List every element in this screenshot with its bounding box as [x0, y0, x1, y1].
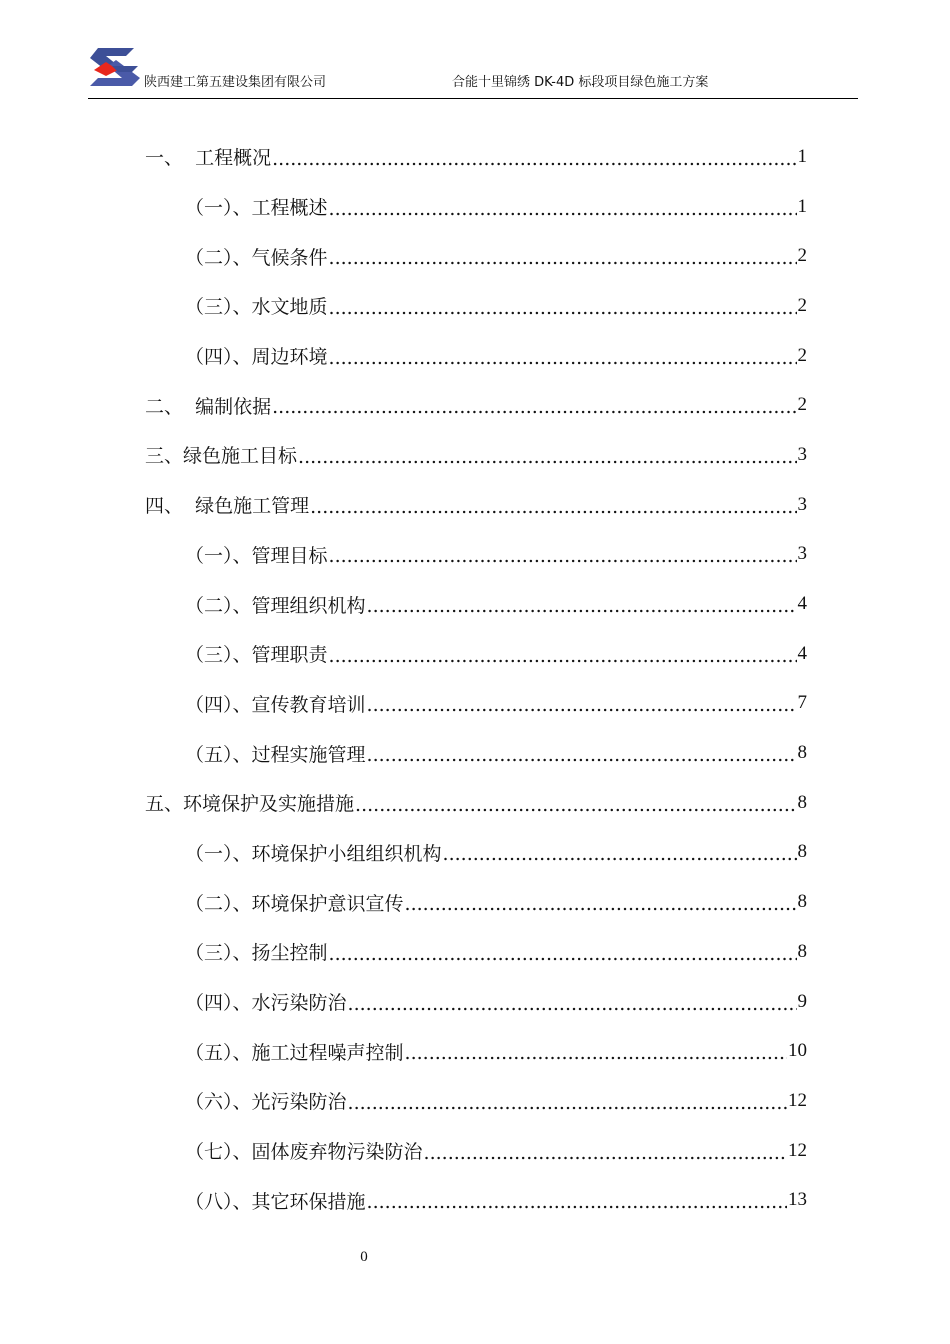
toc-entry-title [185, 243, 328, 270]
toc-dot-leader [405, 1042, 787, 1064]
toc-entry-number: （二）、 [185, 246, 252, 269]
toc-entry-page: 7 [797, 692, 807, 714]
toc-dot-leader [310, 496, 796, 518]
toc-dot-leader [367, 744, 797, 766]
toc-entry-title [185, 938, 328, 965]
toc-entry[interactable] [145, 281, 807, 331]
toc-entry-title [185, 1187, 366, 1214]
toc-entry[interactable] [145, 132, 807, 182]
toc-entry-page: 12 [788, 1139, 807, 1161]
toc-entry-number: （八）、 [185, 1190, 252, 1213]
project-title: 合能十里锦绣 DK-4D 标段项目绿色施工方案 [452, 75, 709, 90]
toc-entry[interactable] [145, 828, 807, 878]
toc-entry-text: 管理组织机构 [251, 594, 366, 617]
toc-entry[interactable] [145, 530, 807, 580]
toc-entry-number: （四）、 [185, 346, 252, 369]
toc-dot-leader [348, 993, 797, 1015]
toc-entry-text: 其它环保措施 [251, 1190, 366, 1213]
toc-entry-title [185, 690, 366, 717]
toc-entry-text: 环境保护小组组织机构 [251, 842, 442, 865]
toc-entry-page: 10 [788, 1040, 807, 1062]
toc-entry-text: 管理目标 [251, 544, 328, 567]
toc-entry[interactable] [145, 430, 807, 480]
toc-entry[interactable] [145, 331, 807, 381]
toc-entry-text: 工程概述 [251, 197, 328, 220]
toc-entry-title [185, 988, 347, 1015]
toc-entry-page: 1 [797, 195, 807, 217]
toc-entry[interactable] [145, 927, 807, 977]
toc-entry-page: 2 [797, 344, 807, 366]
toc-dot-leader [329, 645, 797, 667]
toc-entry-page: 3 [797, 543, 807, 565]
toc-entry-title [185, 591, 366, 618]
toc-entry[interactable] [145, 728, 807, 778]
toc-entry-text: 绿色施工目标 [183, 445, 298, 468]
toc-entry-number: （五）、 [185, 743, 252, 766]
toc-entry-text: 水污染防治 [251, 992, 347, 1015]
toc-entry-text: 光污染防治 [251, 1091, 347, 1114]
page-header [88, 42, 858, 99]
toc-entry-number: （四）、 [185, 693, 252, 716]
toc-entry-title [145, 143, 271, 170]
toc-entry-number: （三）、 [185, 296, 252, 319]
toc-entry[interactable] [145, 182, 807, 232]
toc-entry-page: 8 [797, 940, 807, 962]
toc-dot-leader [348, 1092, 787, 1114]
toc-entry-number: （三）、 [185, 942, 252, 965]
toc-entry[interactable] [145, 1026, 807, 1076]
toc-entry[interactable] [145, 1076, 807, 1126]
toc-entry-title [145, 491, 309, 518]
toc-entry-number: （一）、 [185, 842, 252, 865]
toc-entry-page: 8 [797, 742, 807, 764]
toc-entry-title [185, 740, 366, 767]
toc-entry-text: 气候条件 [251, 246, 328, 269]
toc-entry-text: 水文地质 [251, 296, 328, 319]
toc-entry-text: 管理职责 [251, 644, 328, 667]
toc-entry-number: 三、 [145, 445, 184, 468]
toc-entry-page: 2 [797, 294, 807, 316]
toc-dot-leader [272, 148, 796, 170]
toc-entry[interactable] [145, 480, 807, 530]
toc-entry-page: 1 [797, 145, 807, 167]
toc-entry-text: 环境保护及实施措施 [183, 793, 355, 816]
toc-entry[interactable] [145, 579, 807, 629]
toc-entry-page: 2 [797, 245, 807, 267]
toc-entry-title [185, 1137, 423, 1164]
toc-dot-leader [367, 694, 797, 716]
toc-entry-number: （二）、 [185, 594, 252, 617]
toc-entry-number: 四、 [145, 495, 196, 518]
toc-entry-title [185, 1087, 347, 1114]
toc-dot-leader [367, 595, 797, 617]
toc-dot-leader [405, 893, 797, 915]
toc-entry[interactable] [145, 1175, 807, 1225]
toc-dot-leader [355, 794, 796, 816]
toc-entry-page: 9 [797, 990, 807, 1012]
toc-entry-title [185, 1038, 404, 1065]
toc-entry-title [145, 441, 297, 468]
toc-entry-page: 2 [797, 394, 807, 416]
toc-entry[interactable] [145, 1126, 807, 1176]
toc-entry-title [185, 839, 442, 866]
toc-dot-leader [298, 446, 796, 468]
toc-entry-title [145, 392, 271, 419]
toc-dot-leader [329, 297, 797, 319]
toc-entry-number: （一）、 [185, 544, 252, 567]
toc-entry-number: （七）、 [185, 1141, 252, 1164]
toc-entry[interactable] [145, 977, 807, 1027]
toc-entry[interactable] [145, 679, 807, 729]
toc-entry-page: 8 [797, 841, 807, 863]
toc-entry[interactable] [145, 778, 807, 828]
toc-entry-title [185, 342, 328, 369]
toc-entry-text: 编制依据 [195, 395, 272, 418]
toc-entry-number: （六）、 [185, 1091, 252, 1114]
toc-entry-title [185, 541, 328, 568]
toc-dot-leader [272, 396, 796, 418]
toc-entry-number: （二）、 [185, 892, 252, 915]
toc-entry-page: 8 [797, 891, 807, 913]
toc-entry[interactable] [145, 380, 807, 430]
toc-entry-text: 宣传教育培训 [251, 693, 366, 716]
toc-entry-number: 一、 [145, 147, 196, 170]
table-of-contents [145, 132, 807, 1225]
toc-entry-title [185, 889, 404, 916]
toc-entry-number: （三）、 [185, 644, 252, 667]
toc-dot-leader [329, 347, 797, 369]
toc-entry-number: （一）、 [185, 197, 252, 220]
toc-entry-text: 周边环境 [251, 346, 328, 369]
toc-entry-page: 13 [788, 1189, 807, 1211]
toc-dot-leader [424, 1142, 787, 1164]
toc-entry-page: 3 [797, 493, 807, 515]
page-number: 0 [360, 1249, 368, 1265]
toc-entry-title [185, 193, 328, 220]
toc-entry-title [145, 789, 354, 816]
toc-entry-text: 工程概况 [195, 147, 272, 170]
toc-entry-page: 4 [797, 642, 807, 664]
toc-dot-leader [443, 843, 797, 865]
toc-entry-title [185, 640, 328, 667]
toc-entry-text: 施工过程噪声控制 [251, 1041, 404, 1064]
toc-dot-leader [329, 247, 797, 269]
toc-dot-leader [329, 198, 797, 220]
toc-entry[interactable] [145, 877, 807, 927]
company-logo [88, 42, 142, 92]
toc-entry-page: 12 [788, 1089, 807, 1111]
toc-dot-leader [329, 943, 797, 965]
toc-entry-number: （五）、 [185, 1041, 252, 1064]
toc-entry[interactable] [145, 629, 807, 679]
toc-dot-leader [367, 1191, 787, 1213]
toc-entry-number: （四）、 [185, 992, 252, 1015]
toc-entry-title [185, 292, 328, 319]
company-name: 陕西建工第五建设集团有限公司 [144, 75, 327, 90]
toc-entry-page: 8 [797, 791, 807, 813]
toc-entry-text: 绿色施工管理 [195, 495, 310, 518]
toc-entry-text: 固体废弃物污染防治 [251, 1141, 423, 1164]
toc-entry-number: 五、 [145, 793, 184, 816]
toc-entry-number: 二、 [145, 395, 196, 418]
toc-entry[interactable] [145, 231, 807, 281]
toc-entry-text: 过程实施管理 [251, 743, 366, 766]
toc-entry-page: 3 [797, 443, 807, 465]
toc-dot-leader [329, 545, 797, 567]
toc-entry-page: 4 [797, 593, 807, 615]
toc-entry-text: 扬尘控制 [251, 942, 328, 965]
toc-entry-text: 环境保护意识宣传 [251, 892, 404, 915]
